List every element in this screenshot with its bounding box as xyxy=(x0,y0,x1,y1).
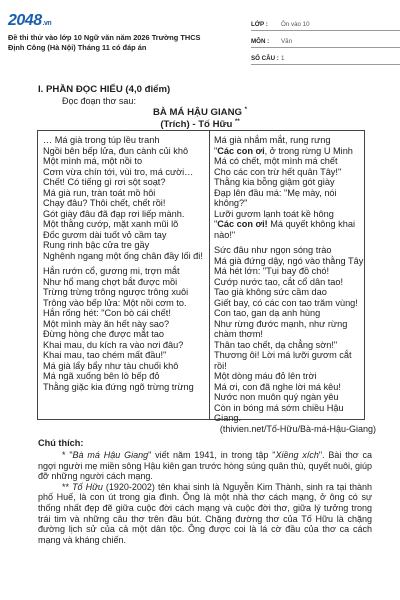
poem-line: Má già nhắm mắt, rung rưng xyxy=(214,135,331,145)
poem-title-mark: * xyxy=(244,107,248,113)
poem-line: … Má già trong túp lều tranh xyxy=(43,135,160,145)
poem-line: Thằng giặc kia đứng ngõ trừng trừng xyxy=(43,381,194,392)
poem-line: Chạy đâu? Thôi chết, chết rồi! xyxy=(43,198,166,208)
note-2-prefix: ** xyxy=(62,481,73,492)
meta-label: LỚP : xyxy=(251,21,268,28)
poem-line: Đạp lên đầu má: "Mẹ mày, nói không?" xyxy=(214,187,337,208)
note-2 xyxy=(38,482,372,546)
column-divider xyxy=(209,131,210,419)
meta-row-questions xyxy=(251,48,400,65)
logo-text: 2048 xyxy=(8,12,42,29)
poem-line: Cướp nước tao, cắt cổ dân tao! xyxy=(214,276,344,287)
note-1-prefix: * " xyxy=(62,450,73,460)
poem-line: Thằng kia bỗng giậm gót giày xyxy=(214,177,335,187)
logo-suffix: .vn xyxy=(42,20,52,27)
poem-line: "Các con ơi! Má quyết không khai nào!" xyxy=(214,219,356,240)
note-1-title: Bà má Hậu Giang xyxy=(72,450,149,460)
meta-value: Văn xyxy=(281,38,293,45)
poem-line: Má ngã xuống bên lò bếp đỏ xyxy=(43,371,160,381)
poem-line: Đốc gươm dài tuốt vỏ cầm tay xyxy=(43,229,167,240)
poem-line: Như hổ mang chợt bắt được mồi xyxy=(43,276,178,287)
meta-value: Ôn vào 10 xyxy=(281,21,310,28)
poem-line: Cho các con trừ hết quân Tây!" xyxy=(214,166,342,177)
poem-line: Khai mau, du kích ra vào nơi đâu? xyxy=(43,339,184,350)
page-header xyxy=(0,0,400,66)
poem-line: Má già run, tràn toát mồ hôi xyxy=(43,187,156,198)
poem-line: Hắn rống hét: "Con bò cái chết! xyxy=(43,308,171,318)
poem-line: Đừng hòng che được mắt tao xyxy=(43,329,164,339)
poem-line: Má hét lớn: "Tụi bay đồ chó! xyxy=(214,266,330,276)
poem-line: Sức đâu như ngọn sóng trào xyxy=(214,245,332,255)
note-2-rest: (1920-2002) tên khai sinh là Nguyễn Kim Thành, sinh ra tại thành phố Huế, là con út trong gia đình. Ông là một nhà thơ cách mạng, ở ông có sự thống nhất đẹp đẽ giữa cuộc đời cách mạng và cuộc đời thơ, giữa lý tưởng trong trái tim và những câu thơ trên đầu bút. Chặng đường thơ của Tố Hữu là chặng đường lịch sử của cả một dân tộc. Ông được coi là lá cờ đầu của thơ ca cách mạng và kháng chiến. xyxy=(38,481,372,545)
poem-line: Khai mau, tao chém mất đầu!" xyxy=(43,350,167,360)
poem-line: Rung rinh bậc cửa tre gầy xyxy=(43,240,150,250)
note-1-rest: ". Bài thơ ca ngợi người mẹ miền sông Hậu kiên gan trước hòng súng quân thù, quyết nuôi, giúp đỡ những người cách mạng. xyxy=(38,450,373,482)
poem-box xyxy=(37,130,365,423)
notes-heading-text: Chú thích xyxy=(38,438,81,448)
poem-line: Giết bay, có các con tao trăm vùng! xyxy=(214,297,358,308)
poem-line: Chết! Có tiếng gì rơi sột soạt? xyxy=(43,177,166,187)
poem-line: Một dòng máu đỏ lên trời xyxy=(214,371,317,381)
notes-body xyxy=(38,450,372,545)
poem-author: Tố Hữu xyxy=(198,119,233,131)
site-logo[interactable] xyxy=(8,12,51,30)
section-intro: Đọc đoạn thơ sau: xyxy=(62,96,136,106)
poem-title xyxy=(0,107,400,118)
poem-line: Má có chết, một mình má chết xyxy=(214,156,338,166)
note-1-mid: " viết năm 1941, in trong tập " xyxy=(148,450,276,460)
poem-line: Trông vào bếp lửa: Một nồi cơm to. xyxy=(43,297,187,308)
poem-source-prefix: (Trích) - xyxy=(160,119,199,131)
document-title: Đề thi thử vào lớp 10 Ngữ văn năm 2026 Trường THCS Định Công (Hà Nội) Tháng 11 có đáp án xyxy=(8,33,201,52)
meta-label: MÔN : xyxy=(251,38,270,45)
notes-heading: Chú thích: xyxy=(38,438,84,448)
poem-line: Lưỡi gươm lạnh toát kề hông xyxy=(214,208,334,219)
poem-line: Trừng trừng trông ngược trông xuôi xyxy=(43,287,189,297)
section-heading: I. PHẦN ĐỌC HIỂU (4,0 điểm) xyxy=(38,84,171,95)
note-1-collection: Xiềng xích xyxy=(275,450,319,460)
poem-left-column xyxy=(43,135,207,392)
meta-value: 1 xyxy=(281,55,285,62)
poem-line: Tao già không sức cầm dao xyxy=(214,287,327,297)
poem-line: Nước non muôn quý ngàn yêu xyxy=(214,392,339,402)
poem-line: Cơm vừa chín tới, vùi tro, má cười… xyxy=(43,166,194,177)
poem-title-text: BÀ MÁ HẬU GIANG xyxy=(152,107,242,119)
poem-line: Má già đứng dậy, ngó vào thằng Tây xyxy=(214,255,364,266)
poem-line: Thương ôi! Lời má lưỡi gươm cắt rồi! xyxy=(214,350,352,371)
poem-line: Hắn rướn cổ, gương mi, trợn mắt xyxy=(43,266,180,276)
poem-citation[interactable]: (thivien.net/Tố-Hữu/Bà-má-Hậu-Giang) xyxy=(219,424,376,434)
meta-label: SỐ CÂU : xyxy=(251,55,279,62)
poem-line: Như rừng đước mạnh, như rừng chàm thơm! xyxy=(214,318,348,339)
poem-line: Má ơi, con đã nghe lời má kêu! xyxy=(214,381,341,392)
poem-line: Ngồi bên bếp lửa, đun cành củi khô xyxy=(43,145,189,156)
note-1 xyxy=(38,450,372,482)
poem-line: Một mình mày ăn hết này sao? xyxy=(43,318,170,329)
poem-line: Thân tao chết, dạ chẳng sờn!" xyxy=(214,339,338,350)
meta-row-subject xyxy=(251,31,400,48)
poem-line: Còn in bóng má sớm chiều Hậu Giang. xyxy=(214,402,344,423)
meta-panel xyxy=(251,14,400,65)
poem-line: Má già lẩy bẩy như tàu chuối khô xyxy=(43,360,179,371)
meta-row-class xyxy=(251,14,400,31)
poem-line: Gót giày đâu đã đạp rơi liếp mành. xyxy=(43,208,185,219)
poem-line: Một thằng cướp, mặt xanh mũi lõ xyxy=(43,219,179,229)
poem-source xyxy=(0,119,400,130)
poem-line: "Các con ơi, ở trong rừng U Minh xyxy=(214,145,353,156)
poem-right-column xyxy=(214,135,362,424)
poem-line: Nghênh ngang một ống chân đầy lối đi! xyxy=(43,250,203,261)
poem-author-mark: ** xyxy=(234,119,240,125)
note-2-name: Tố Hữu xyxy=(72,481,103,492)
poem-line: Một mình má, một nồi to xyxy=(43,156,143,166)
poem-line: Con tao, gan dạ anh hùng xyxy=(214,308,321,318)
